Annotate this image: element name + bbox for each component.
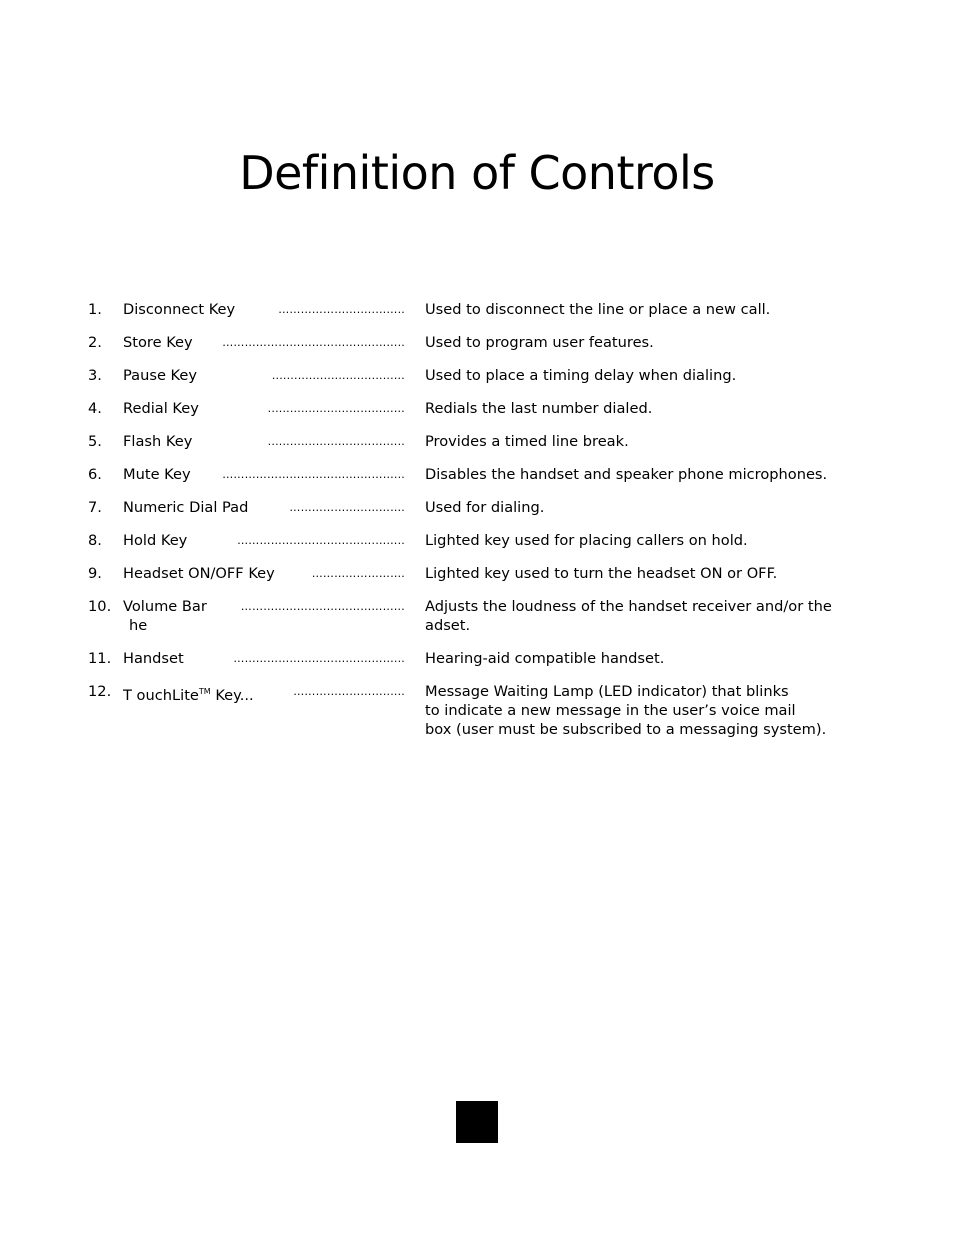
item-description: Lighted key used for placing callers on hold. bbox=[425, 532, 748, 549]
item-description: Used to place a timing delay when dialing. bbox=[425, 367, 737, 384]
item-name: Handset bbox=[123, 650, 184, 667]
dot-leader: …………………………………..…….. bbox=[222, 336, 405, 349]
item-description: Adjusts the loudness of the handset receiver and/or the adset. bbox=[425, 598, 832, 634]
item-description: Used for dialing. bbox=[425, 499, 545, 516]
list-item bbox=[88, 564, 888, 597]
item-name: Disconnect Key bbox=[123, 301, 236, 318]
item-number: 12. bbox=[88, 683, 112, 700]
dot-leader: ……………………...... bbox=[293, 685, 405, 698]
item-description: Redials the last number dialed. bbox=[425, 400, 653, 417]
item-number: 4. bbox=[88, 400, 102, 417]
dot-leader: .................................… bbox=[271, 369, 405, 382]
item-number: 9. bbox=[88, 565, 102, 582]
list-item bbox=[88, 333, 888, 366]
dot-leader: ……………………. bbox=[311, 567, 405, 580]
item-number: 5. bbox=[88, 433, 102, 450]
item-number: 8. bbox=[88, 532, 102, 549]
item-name-continuation: he bbox=[129, 617, 148, 634]
dot-leader: ...................………….….. bbox=[267, 435, 405, 448]
item-name-suffix: Key... bbox=[210, 687, 254, 704]
item-description: Disables the handset and speaker phone microphones. bbox=[425, 466, 828, 483]
dot-leader: ……………………………….……... bbox=[233, 652, 405, 665]
list-item bbox=[88, 649, 888, 682]
item-number: 10. bbox=[88, 598, 112, 615]
item-name: Headset ON/OFF Key bbox=[123, 565, 275, 582]
list-item bbox=[88, 432, 888, 465]
dot-leader: ………………...………. bbox=[289, 501, 405, 514]
item-name: Redial Key bbox=[123, 400, 199, 417]
item-number: 7. bbox=[88, 499, 102, 516]
item-description: Lighted key used to turn the headset ON or OFF. bbox=[425, 565, 778, 582]
dot-leader: ……………………………….…….. bbox=[237, 534, 405, 547]
dot-leader: …………………..………………… bbox=[240, 600, 405, 613]
dot-leader: ......................…………… bbox=[267, 402, 405, 415]
item-description: Provides a timed line break. bbox=[425, 433, 629, 450]
item-name: Mute Key bbox=[123, 466, 191, 483]
list-item bbox=[88, 531, 888, 564]
item-name: Volume Bar bbox=[123, 598, 207, 615]
dot-leader: ……………………………….………... bbox=[222, 468, 405, 481]
item-number: 3. bbox=[88, 367, 102, 384]
item-number: 11. bbox=[88, 650, 112, 667]
item-description: Used to program user features. bbox=[425, 334, 654, 351]
dot-leader: ……………………..…….. bbox=[278, 303, 405, 316]
item-description: Hearing-aid compatible handset. bbox=[425, 650, 665, 667]
item-name: Numeric Dial Pad bbox=[123, 499, 249, 516]
page-title: Definition of Controls bbox=[239, 146, 715, 200]
list-item bbox=[88, 300, 888, 333]
list-item bbox=[88, 498, 888, 531]
item-description: Message Waiting Lamp (LED indicator) that blinks to indicate a new message in the user’s voice mail box (user must be subscribed to a messaging system). bbox=[425, 683, 827, 738]
list-item bbox=[88, 597, 888, 649]
list-item bbox=[88, 366, 888, 399]
item-number: 2. bbox=[88, 334, 102, 351]
trademark-superscript: TM bbox=[198, 687, 211, 696]
page-number-box bbox=[456, 1101, 498, 1143]
list-item bbox=[88, 682, 888, 762]
item-description: Used to disconnect the line or place a new call. bbox=[425, 301, 771, 318]
item-name: Store Key bbox=[123, 334, 193, 351]
item-name: Pause Key bbox=[123, 367, 198, 384]
list-item bbox=[88, 465, 888, 498]
item-name: Hold Key bbox=[123, 532, 188, 549]
item-number: 1. bbox=[88, 301, 102, 318]
item-name: Flash Key bbox=[123, 433, 193, 450]
item-name-text: T ouchLite bbox=[123, 687, 199, 704]
item-number: 6. bbox=[88, 466, 102, 483]
list-item bbox=[88, 399, 888, 432]
controls-list bbox=[88, 300, 888, 762]
item-name bbox=[123, 682, 254, 705]
